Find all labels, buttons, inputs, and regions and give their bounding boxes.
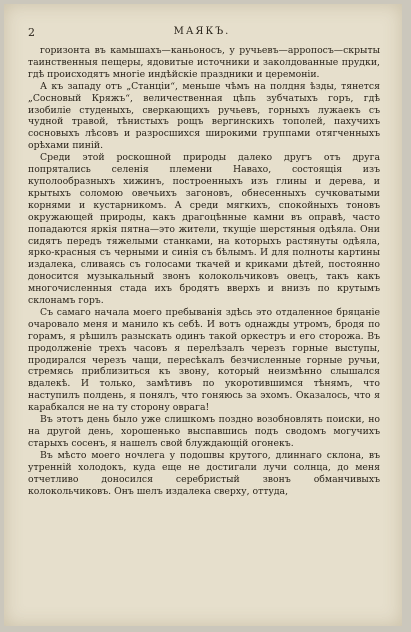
- journal-title: МАЯКЪ.: [173, 26, 231, 37]
- paragraph-5: Въ этотъ день было уже слишкомъ поздно возобновлять поиски, но на другой день, хорошенько выспавшись подъ сводомъ могучихъ старыхъ сосенъ, я нашелъ свой блуждающій огонекъ.: [28, 414, 380, 449]
- paragraph-3: Среди этой роскошной природы далеко другъ отъ друга попрятались селенія племени Навахо, состоящія изъ куполообразныхъ хижинъ, построенныхъ изъ глины и дерева, и крытыхъ соломою овечьихъ загоновъ, обнесенныхъ сучковатыми корнями и кустарникомъ. А среди мягкихъ, спокойныхъ тоновъ окружающей природы, какъ драгоцѣнные камни въ оправѣ, часто попадаются яркія пятна—это жители, ткущіе шерстяныя одѣяла. Они сидятъ передъ тяжелыми станками, на которыхъ растянуты одѣяла, ярко-красныя съ черными и синія съ бѣлымъ. И для полноты картины издалека, сливаясь съ голосами ткачей и криками дѣтей, постоянно доносится музыкальный звонъ колокольчиковъ овецъ, такъ какъ многочисленныя стада ихъ бродятъ вверхъ и внизъ по крутымъ склонамъ горъ.: [28, 152, 380, 307]
- paragraph-1: горизонта въ камышахъ—каньоносъ, у ручьевъ—арропосъ—скрыты таинственныя пещеры, ядовитые источники и заколдованные прудки, гдѣ происходятъ многіе индѣйскіе праздники и церемоніи.: [28, 45, 380, 80]
- book-page: [4, 4, 402, 626]
- page-number: 2: [28, 26, 35, 39]
- body-text: [28, 45, 380, 497]
- running-head: [28, 26, 376, 40]
- paragraph-4: Съ самаго начала моего пребыванія здѣсь это отдаленное бряцаніе очаровало меня и манило къ себѣ. И вотъ однажды утромъ, бродя по горамъ, я рѣшилъ разыскать одинъ такой оркестръ и его сторожа. Въ продолженіе трехъ часовъ я перелѣзалъ черезъ горные выступы, продирался черезъ чащи, пересѣкалъ безчисленные горные ручьи, стремясь приблизиться къ звону, который неизмѣнно слышался вдалекѣ. И только, замѣтивъ по укоротившимся тѣнямъ, что наступилъ полдень, я понялъ, что гоняюсь за эхомъ. Оказалось, что я карабкался не на ту сторону оврага!: [28, 306, 380, 414]
- paragraph-6: Въ мѣсто моего ночлега у подошвы крутого, длиннаго склона, въ утренній холодокъ, куда еще не достигали лучи солнца, до меня отчетливо доносился серебристый звонъ обманчивыхъ колокольчиковъ. Онъ шелъ издалека сверху, оттуда,: [28, 449, 380, 497]
- paragraph-2: А къ западу отъ „Станціи“, меньше чѣмъ на полдня ѣзды, тянется „Сосновый Кряжъ“, величественная цѣпь зубчатыхъ горъ, гдѣ изобиліе студеныхъ, сверкающихъ ручьевъ, горныхъ лужаекъ съ чудной травой, тѣнистыхъ рощъ вергинскихъ тополей, пахучихъ сосновыхъ лѣсовъ и разросшихся широкими группами отягченныхъ орѣхами пиній.: [28, 80, 380, 152]
